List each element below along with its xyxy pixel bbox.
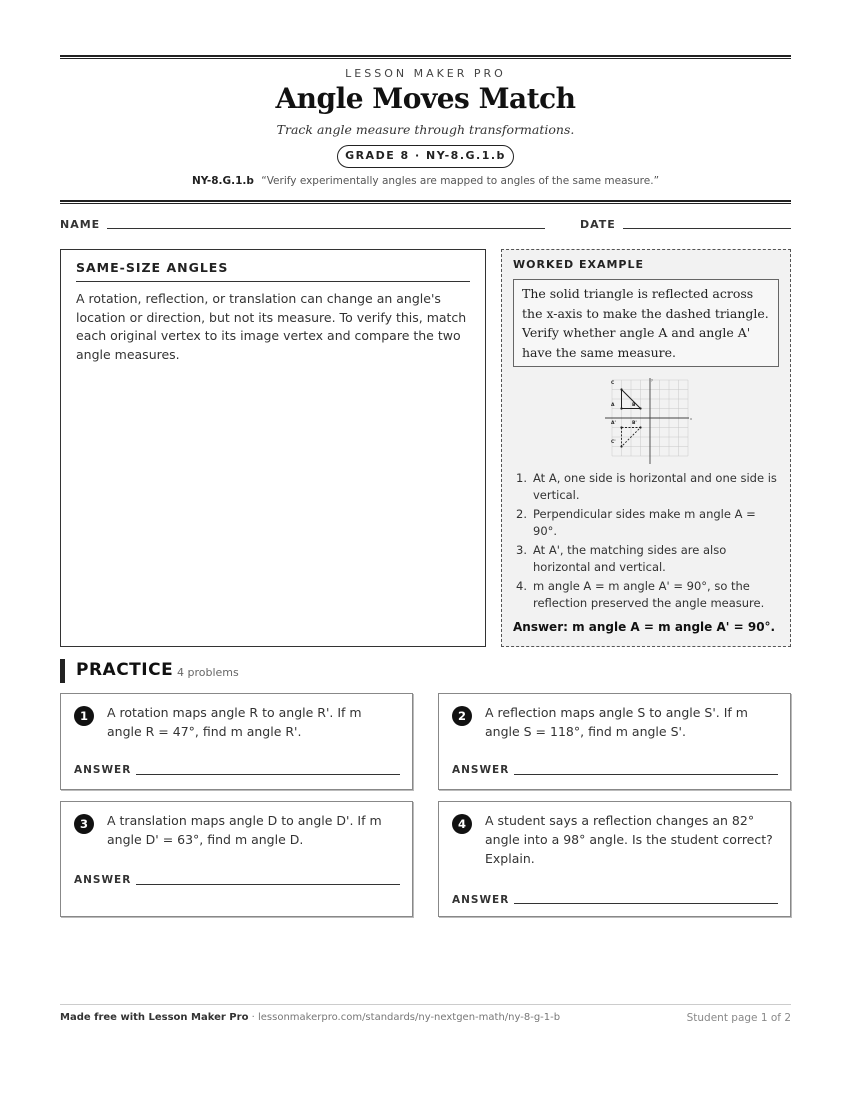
worked-step: 3. At A', the matching sides are also horizontal and vertical. [516, 543, 727, 574]
answer-label: ANSWER [74, 764, 132, 776]
x-axis-label: x [690, 417, 693, 421]
worked-step: 2. Perpendicular sides make m angle A = 90°. [516, 507, 756, 538]
concept-title: SAME-SIZE ANGLES [76, 260, 470, 282]
grade-badge: GRADE 8 · NY-8.G.1.b [337, 145, 514, 168]
problem-text: A student says a reflection changes an 82° angle into a 98° angle. Is the student correct? Explain. [485, 813, 773, 866]
label-C-prime: C' [611, 440, 616, 445]
label-B-prime: B' [632, 421, 637, 426]
worked-answer: Answer: m angle A = m angle A' = 90°. [513, 620, 776, 634]
practice-accent-bar [60, 659, 65, 683]
vertex-point [639, 426, 641, 428]
worksheet-subtitle: Track angle measure through transformations. [276, 122, 575, 137]
worked-steps [513, 470, 783, 614]
problem-text: A translation maps angle D to angle D'. If m angle D' = 63°, find m angle D. [107, 813, 382, 847]
problem-number: 1 [74, 706, 94, 726]
footer-credit [60, 1012, 560, 1023]
worked-step: 1. At A, one side is horizontal and one side is vertical. [516, 471, 777, 502]
worksheet-title: Angle Moves Match [275, 82, 576, 115]
problem-text: A rotation maps angle R to angle R'. If m angle R = 47°, find m angle R'. [107, 705, 362, 739]
vertex-point [639, 407, 641, 409]
concept-box [60, 249, 486, 647]
problem-text: A reflection maps angle S to angle S'. If m angle S = 118°, find m angle S'. [485, 705, 748, 739]
footer-page-number: Student page 1 of 2 [686, 1012, 791, 1024]
practice-count: 4 problems [177, 666, 239, 679]
answer-label: ANSWER [452, 764, 510, 776]
name-field[interactable] [107, 228, 545, 229]
coordinate-graph [601, 377, 693, 467]
worked-example-prompt: The solid triangle is reflected across the x-axis to make the dashed triangle. Verify whether angle A and angle A' have the same measure. [513, 279, 779, 367]
vertex-point [620, 388, 622, 390]
practice-title: PRACTICE [76, 660, 174, 680]
problem-card-2 [438, 693, 791, 790]
header-rule-top [60, 55, 791, 59]
vertex-point [620, 426, 622, 428]
y-axis-label: y [651, 378, 654, 382]
answer-label: ANSWER [452, 894, 510, 906]
worked-example-box [501, 249, 791, 647]
answer-field[interactable] [136, 774, 400, 775]
worked-step: 4. m angle A = m angle A' = 90°, so the reflection preserved the angle measure. [516, 579, 765, 610]
problem-card-4 [438, 801, 791, 917]
header-rule-bottom [60, 200, 791, 204]
label-A-prime: A' [611, 421, 616, 426]
footer-made-with: Made free with Lesson Maker Pro [60, 1012, 249, 1023]
vertex-point [620, 407, 622, 409]
footer-url[interactable]: · lessonmakerpro.com/standards/ny-nextgen-math/ny-8-g-1-b [248, 1012, 561, 1023]
vertex-point [620, 445, 622, 447]
problem-card-3 [60, 801, 413, 917]
concept-body: A rotation, reflection, or translation can change an angle's location or direction, but not its measure. To verify this, match each original vertex to its image vertex and compare the two angle measures. [76, 291, 467, 362]
brand-name: LESSON MAKER PRO [345, 67, 506, 80]
answer-field[interactable] [514, 774, 778, 775]
date-field[interactable] [623, 228, 791, 229]
label-C: C [611, 381, 615, 386]
standard-text: “Verify experimentally angles are mapped to angles of the same measure.” [261, 175, 660, 187]
answer-field[interactable] [514, 903, 778, 904]
worked-example-label: WORKED EXAMPLE [513, 258, 644, 271]
date-label: DATE [580, 218, 616, 231]
name-label: NAME [60, 218, 101, 231]
answer-label: ANSWER [74, 874, 132, 886]
footer-rule [60, 1004, 791, 1005]
label-A: A [611, 403, 615, 408]
problem-number: 2 [452, 706, 472, 726]
standard-line [60, 175, 791, 187]
label-B: B [632, 403, 636, 408]
worksheet-page [60, 0, 791, 1100]
answer-field[interactable] [136, 884, 400, 885]
problem-number: 4 [452, 814, 472, 834]
problem-number: 3 [74, 814, 94, 834]
standard-code: NY-8.G.1.b [191, 175, 254, 187]
problem-card-1 [60, 693, 413, 790]
